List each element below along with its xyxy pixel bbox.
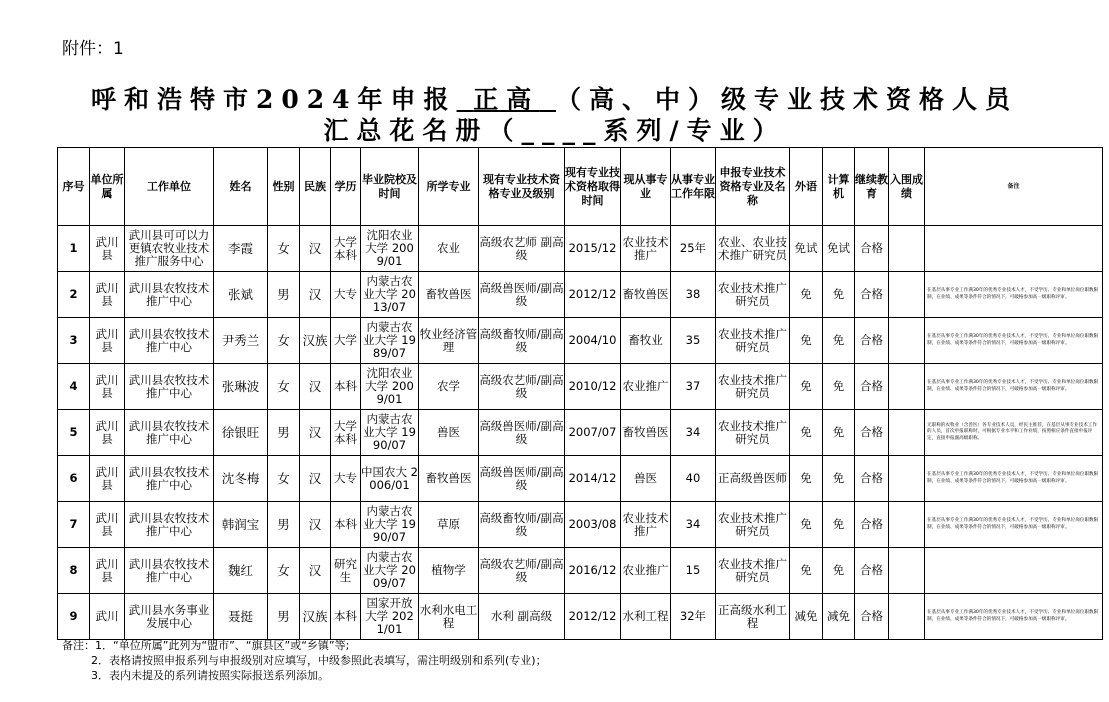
cell-edu: 本科 [331,364,361,410]
cell-note: 在基层从事专业工作满30年的优秀专业技术人才，不受学历、专业和单位岗位职数限制，在业绩、成果等条件符合的情况下，可破格参加高一级职称评审。 [925,272,1103,318]
cell-major: 植物学 [419,548,479,594]
cell-ethnic: 汉 [300,226,331,272]
table-row [58,318,1103,364]
cell-foreign: 免 [790,410,823,456]
cell-score [889,456,925,502]
cell-note: 在基层从事专业工作满30年的优秀专业技术人才，不受学历、专业和单位岗位职数限制，在业绩、成果等条件符合的情况下，可破格参加高一级职称评审。 [925,594,1103,640]
cell-cur-field: 农业推广 [621,548,671,594]
cell-school: 沈阳农业大学 2009/01 [361,364,419,410]
cell-name: 韩润宝 [214,502,268,548]
cell-ethnic: 汉族 [300,594,331,640]
footer-notes [62,638,547,683]
cell-cont-edu: 合格 [855,410,889,456]
cell-cur-field: 农业推广 [621,364,671,410]
cell-computer: 免 [823,272,855,318]
cell-foreign: 免 [790,364,823,410]
cell-ethnic: 汉族 [300,318,331,364]
title-line2-prefix: 汇总花名册（ [323,116,522,145]
cell-major: 水利水电工程 [419,594,479,640]
cell-name: 李霞 [214,226,268,272]
cell-years: 38 [671,272,716,318]
cell-belong: 武川县 [90,226,125,272]
cell-computer: 免 [823,502,855,548]
cell-major: 农业 [419,226,479,272]
cell-apply: 正高级水利工程 [716,594,790,640]
cell-qual-time: 2016/12 [565,548,621,594]
table-row [58,410,1103,456]
header-cell: 外语 [790,148,823,226]
cell-school: 内蒙古农业大学 1990/07 [361,410,419,456]
cell-school: 中国农大 2006/01 [361,456,419,502]
cell-foreign: 免 [790,502,823,548]
cell-cur-field: 水利工程 [621,594,671,640]
cell-belong: 武川县 [90,364,125,410]
cell-belong: 武川县 [90,548,125,594]
cell-cont-edu: 合格 [855,226,889,272]
cell-no: 9 [58,594,90,640]
cell-name: 张琳波 [214,364,268,410]
header-cell: 计算机 [823,148,855,226]
cell-edu: 研究生 [331,548,361,594]
cell-cont-edu: 合格 [855,364,889,410]
header-cell: 姓名 [214,148,268,226]
cell-no: 3 [58,318,90,364]
cell-score [889,226,925,272]
cell-name: 魏红 [214,548,268,594]
cell-edu: 本科 [331,502,361,548]
cell-cur-field: 兽医 [621,456,671,502]
header-cell: 序号 [58,148,90,226]
header-cell: 申报专业技术资格专业及名称 [716,148,790,226]
cell-score [889,502,925,548]
cell-major: 草原 [419,502,479,548]
cell-cur-qual: 高级兽医师/副高级 [479,456,565,502]
cell-cont-edu: 合格 [855,456,889,502]
cell-edu: 本科 [331,594,361,640]
cell-apply: 农业技术推广研究员 [716,548,790,594]
cell-gender: 女 [268,548,300,594]
cell-score [889,548,925,594]
cell-note [925,226,1103,272]
cell-years: 34 [671,502,716,548]
cell-gender: 女 [268,456,300,502]
header-cell: 现从事专业 [621,148,671,226]
table-body [58,226,1103,640]
cell-foreign: 免 [790,548,823,594]
cell-unit: 武川县农牧技术推广中心 [125,410,214,456]
header-cell: 毕业院校及时间 [361,148,419,226]
header-cell: 性别 [268,148,300,226]
cell-gender: 男 [268,594,300,640]
cell-major: 牧业经济管理 [419,318,479,364]
cell-computer: 免试 [823,226,855,272]
cell-cur-qual: 高级兽医师/副高级 [479,410,565,456]
cell-major: 畜牧兽医 [419,272,479,318]
cell-unit: 武川县农牧技术推广中心 [125,318,214,364]
header-cell: 所学专业 [419,148,479,226]
cell-cur-qual: 高级畜牧师/副高级 [479,502,565,548]
cell-ethnic: 汉 [300,456,331,502]
cell-school: 内蒙古农业大学 1989/07 [361,318,419,364]
cell-ethnic: 汉 [300,502,331,548]
header-cell: 工作单位 [125,148,214,226]
cell-note: 无职称的农牧业（含兽医）各专业技术人员，经民主推荐，在基层从事专业技术工作的人员，首次申报职称时，可根据专业水平和工作业绩，按照相应条件直接申报评定，直接申报副高级职称。 [925,410,1103,456]
cell-cur-qual: 高级兽医师/副高级 [479,272,565,318]
title-line2-blank: ____ [521,116,604,145]
cell-gender: 女 [268,364,300,410]
cell-note: 在基层从事专业工作满30年的优秀专业技术人才，不受学历、专业和单位岗位职数限制，在业绩、成果等条件符合的情况下，可破格参加高一级职称评审。 [925,364,1103,410]
cell-ethnic: 汉 [300,272,331,318]
cell-name: 尹秀兰 [214,318,268,364]
header-cell: 备注 [925,148,1103,226]
cell-cur-field: 畜牧业 [621,318,671,364]
header-cell: 现有专业技术资格专业及级别 [479,148,565,226]
header-row [58,148,1103,226]
cell-gender: 女 [268,318,300,364]
cell-cont-edu: 合格 [855,502,889,548]
cell-apply: 农业技术推广研究员 [716,364,790,410]
header-cell: 从事专业工作年限 [671,148,716,226]
cell-qual-time: 2010/12 [565,364,621,410]
cell-unit: 武川县农牧技术推广中心 [125,456,214,502]
cell-cont-edu: 合格 [855,594,889,640]
cell-edu: 大学本科 [331,410,361,456]
cell-edu: 大学本科 [331,226,361,272]
cell-no: 2 [58,272,90,318]
table-row [58,502,1103,548]
cell-cur-field: 农业技术推广 [621,502,671,548]
table-row [58,272,1103,318]
cell-belong: 武川县 [90,272,125,318]
title-prefix: 呼和浩特市2024年申报 [90,85,457,114]
cell-years: 37 [671,364,716,410]
header-cell: 继续教育 [855,148,889,226]
cell-score [889,318,925,364]
title-line-2 [0,111,1109,147]
table-row [58,364,1103,410]
title-suffix: （高、中）级专业技术资格人员 [556,85,1019,114]
cell-apply: 农业技术推广研究员 [716,502,790,548]
cell-apply: 农业技术推广研究员 [716,410,790,456]
cell-note [925,548,1103,594]
cell-no: 5 [58,410,90,456]
cell-years: 15 [671,548,716,594]
cell-apply: 农业、农业技术推广研究员 [716,226,790,272]
cell-score [889,364,925,410]
cell-no: 6 [58,456,90,502]
header-cell: 民族 [300,148,331,226]
roster-table [57,147,1103,640]
cell-major: 农学 [419,364,479,410]
cell-unit: 武川县农牧技术推广中心 [125,502,214,548]
cell-apply: 正高级兽医师 [716,456,790,502]
cell-gender: 男 [268,272,300,318]
cell-foreign: 免 [790,272,823,318]
cell-major: 畜牧兽医 [419,456,479,502]
cell-belong: 武川县 [90,502,125,548]
cell-qual-time: 2007/07 [565,410,621,456]
cell-belong: 武川 [90,594,125,640]
table-row [58,456,1103,502]
cell-qual-time: 2014/12 [565,456,621,502]
title-line2-suffix: 系列/专业） [603,116,786,145]
title-level: 正高 [473,85,540,114]
cell-unit: 武川县可可以力更镇农牧业技术推广服务中心 [125,226,214,272]
header-cell: 单位所属 [90,148,125,226]
cell-school: 内蒙古农业大学 2013/07 [361,272,419,318]
cell-cur-qual: 高级畜牧师/副高级 [479,318,565,364]
cell-note: 在基层从事专业工作满30年的优秀专业技术人才，不受学历、专业和单位岗位职数限制，在业绩、成果等条件符合的情况下，可破格参加高一级职称评审。 [925,456,1103,502]
attachment-label: 附件：1 [62,39,124,59]
cell-computer: 免 [823,456,855,502]
cell-cur-qual: 高级农艺师/副高级 [479,364,565,410]
cell-name: 聂挺 [214,594,268,640]
cell-years: 32年 [671,594,716,640]
cell-cur-qual: 高级农艺师/副高级 [479,548,565,594]
cell-cur-field: 畜牧兽医 [621,272,671,318]
cell-edu: 大专 [331,456,361,502]
cell-years: 25年 [671,226,716,272]
cell-cur-qual: 水利 副高级 [479,594,565,640]
cell-cur-field: 畜牧兽医 [621,410,671,456]
cell-no: 8 [58,548,90,594]
cell-computer: 免 [823,410,855,456]
cell-belong: 武川县 [90,410,125,456]
cell-cont-edu: 合格 [855,318,889,364]
cell-qual-time: 2012/12 [565,594,621,640]
cell-unit: 武川县水务事业发展中心 [125,594,214,640]
cell-foreign: 免 [790,456,823,502]
cell-school: 内蒙古农业大学 1990/07 [361,502,419,548]
footer-note-2: 2．表格请按照申报系列与申报级别对应填写，中级参照此表填写，需注明级别和系列(专业)； [91,654,547,667]
cell-years: 35 [671,318,716,364]
cell-belong: 武川县 [90,456,125,502]
cell-school: 内蒙古农业大学 2009/07 [361,548,419,594]
cell-cont-edu: 合格 [855,548,889,594]
cell-name: 张斌 [214,272,268,318]
cell-unit: 武川县农牧技术推广中心 [125,548,214,594]
cell-gender: 女 [268,226,300,272]
cell-score [889,594,925,640]
cell-cont-edu: 合格 [855,272,889,318]
cell-qual-time: 2012/12 [565,272,621,318]
header-cell: 入围成绩 [889,148,925,226]
cell-score [889,410,925,456]
cell-no: 1 [58,226,90,272]
cell-foreign: 免 [790,318,823,364]
cell-major: 兽医 [419,410,479,456]
cell-note: 在基层从事专业工作满30年的优秀专业技术人才，不受学历、专业和单位岗位职数限制，在业绩、成果等条件符合的情况下，可破格参加高一级职称评审。 [925,502,1103,548]
cell-school: 沈阳农业大学 2009/01 [361,226,419,272]
cell-apply: 农业技术推广研究员 [716,272,790,318]
cell-note: 在基层从事专业工作满30年的优秀专业技术人才，不受学历、专业和单位岗位职数限制，在业绩、成果等条件符合的情况下，可破格参加高一级职称评审。 [925,318,1103,364]
cell-unit: 武川县农牧技术推广中心 [125,364,214,410]
cell-ethnic: 汉 [300,410,331,456]
cell-unit: 武川县农牧技术推广中心 [125,272,214,318]
cell-ethnic: 汉 [300,548,331,594]
header-cell: 现有专业技术资格取得时间 [565,148,621,226]
cell-years: 40 [671,456,716,502]
cell-gender: 男 [268,410,300,456]
table-row [58,594,1103,640]
cell-qual-time: 2003/08 [565,502,621,548]
cell-cur-field: 农业技术推广 [621,226,671,272]
cell-gender: 男 [268,502,300,548]
cell-no: 4 [58,364,90,410]
cell-no: 7 [58,502,90,548]
cell-ethnic: 汉 [300,364,331,410]
cell-name: 徐银旺 [214,410,268,456]
cell-belong: 武川县 [90,318,125,364]
cell-computer: 减免 [823,594,855,640]
cell-computer: 免 [823,548,855,594]
header-cell: 学历 [331,148,361,226]
cell-foreign: 免试 [790,226,823,272]
cell-school: 国家开放大学 2021/01 [361,594,419,640]
footer-note-1: 备注：1．“单位所属”此列为“盟市”、“旗县区”或“乡镇”等; [62,639,350,652]
cell-years: 34 [671,410,716,456]
cell-qual-time: 2004/10 [565,318,621,364]
cell-cur-qual: 高级农艺师 副高级 [479,226,565,272]
cell-name: 沈冬梅 [214,456,268,502]
cell-computer: 免 [823,364,855,410]
table-row [58,548,1103,594]
cell-apply: 农业技术推广研究员 [716,318,790,364]
cell-edu: 大学 [331,318,361,364]
cell-score [889,272,925,318]
cell-computer: 免 [823,318,855,364]
cell-edu: 大专 [331,272,361,318]
cell-qual-time: 2015/12 [565,226,621,272]
table-row [58,226,1103,272]
footer-note-3: 3．表内未提及的系列请按照实际报送系列添加。 [91,669,329,682]
cell-foreign: 减免 [790,594,823,640]
